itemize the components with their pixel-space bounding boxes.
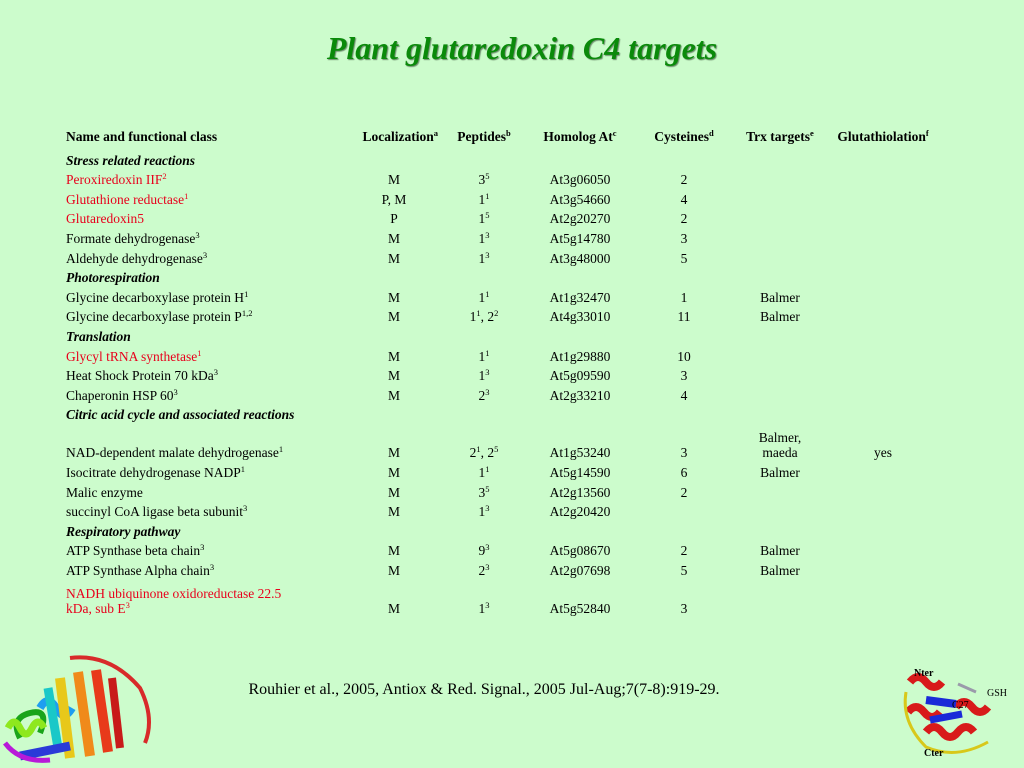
trx-targets-cell (734, 500, 826, 520)
homolog-cell: At5g09590 (549, 368, 611, 384)
glutathiolation-cell (826, 460, 940, 480)
glutathiolation-cell (826, 578, 940, 616)
slide-title: Plant glutaredoxin C4 targets (326, 30, 718, 66)
section-label: Citric acid cycle and associated reactions (66, 407, 295, 423)
table-row (62, 246, 940, 266)
table-row (62, 383, 940, 403)
peptides-cell: $1^3$ (478, 229, 490, 246)
header-name: Name and functional class (66, 128, 218, 144)
homolog-cell: At1g32470 (549, 289, 611, 305)
section-header-stress (62, 148, 940, 168)
localization-cell: P, M (381, 191, 407, 207)
localization-cell: M (387, 464, 400, 480)
nter-label: Nter (914, 668, 934, 679)
protein-name: ATP Synthase Alpha chain$^3$ (66, 561, 215, 578)
cysteines-cell (634, 500, 734, 520)
peptides-cell: $1^1$ (478, 288, 490, 305)
cter-label: Cter (924, 748, 944, 759)
peptides-cell: $1^1$ (478, 190, 490, 207)
protein-name: NAD-dependent malate dehydrogenase$^1$ (66, 444, 284, 461)
glutathiolation-cell (826, 207, 940, 227)
localization-cell: M (387, 600, 400, 616)
table-row (62, 285, 940, 305)
trx-targets-cell (734, 344, 826, 364)
targets-table (62, 124, 940, 616)
glutathiolation-cell (826, 168, 940, 188)
homolog-cell: At5g14590 (549, 464, 611, 480)
homolog-cell: At2g20420 (549, 504, 611, 520)
localization-cell: M (387, 484, 400, 500)
localization-cell: M (387, 289, 400, 305)
table-row (62, 539, 940, 559)
table-row (62, 422, 940, 460)
protein-name: Glutathione reductase$^1$ (66, 190, 189, 207)
cysteines-cell: 3 (680, 368, 688, 384)
protein-structure-right-image (896, 662, 1016, 762)
protein-name: Chaperonin HSP $60^3$ (66, 386, 178, 403)
localization-cell: M (387, 172, 400, 188)
localization-cell: P (390, 211, 398, 227)
localization-cell: M (387, 230, 400, 246)
cysteines-cell: 5 (680, 250, 688, 266)
trx-targets-cell: Balmer (760, 464, 800, 480)
localization-cell: M (387, 562, 400, 578)
table-row (62, 364, 940, 384)
c27-label: C27 (952, 700, 969, 711)
peptides-cell: $1^3$ (478, 599, 490, 616)
header-trx-targets: Trx targets$^e$ (746, 127, 814, 144)
protein-name: succinyl CoA ligase beta subunit$^3$ (66, 503, 248, 520)
table-row (62, 226, 940, 246)
localization-cell: M (387, 504, 400, 520)
cysteines-cell: 4 (680, 191, 688, 207)
protein-name: Glycine decarboxylase protein $H^1$ (66, 288, 249, 305)
glutathiolation-cell (826, 539, 940, 559)
cysteines-cell: 2 (680, 172, 688, 188)
localization-cell: M (387, 387, 400, 403)
localization-cell: M (387, 250, 400, 266)
peptides-cell: $1^1$ (478, 463, 490, 480)
table-row (62, 187, 940, 207)
section-label: Respiratory pathway (66, 523, 181, 539)
trx-targets-cell: Balmer (760, 289, 800, 305)
trx-targets-cell (734, 207, 826, 227)
section-header-photo (62, 266, 940, 286)
homolog-cell: At2g33210 (549, 387, 611, 403)
peptides-cell: $1^1$ (478, 347, 490, 364)
glutathiolation-cell (826, 480, 940, 500)
protein-structure-left-image (0, 648, 160, 768)
table-row (62, 344, 940, 364)
table-row (62, 500, 940, 520)
glutathiolation-cell (826, 246, 940, 266)
cysteines-cell: 10 (677, 348, 691, 364)
cysteines-cell: 2 (680, 211, 688, 227)
section-label: Stress related reactions (66, 152, 196, 168)
glutathiolation-cell (826, 344, 940, 364)
cysteines-cell: 5 (680, 562, 688, 578)
homolog-cell: At3g06050 (549, 172, 611, 188)
header-glutathiolation: Glutathiolation$^f$ (837, 127, 929, 144)
glutathiolation-cell (826, 187, 940, 207)
protein-name: Heat Shock Protein 70 kDa$^3$ (66, 367, 218, 384)
protein-name: Glutaredoxin5 (66, 211, 144, 227)
protein-name: ATP Synthase beta chain$^3$ (66, 542, 205, 559)
trx-targets-cell (734, 246, 826, 266)
cysteines-cell: 3 (680, 230, 688, 246)
trx-targets-cell (734, 364, 826, 384)
peptides-cell: $1^3$ (478, 503, 490, 520)
trx-targets-cell: Balmer, maeda (758, 430, 802, 461)
table-row (62, 578, 940, 616)
peptides-cell: $9^3$ (478, 542, 490, 559)
cysteines-cell: 3 (680, 600, 688, 616)
table-row (62, 460, 940, 480)
trx-targets-cell: Balmer (760, 562, 800, 578)
citation: Rouhier et al., 2005, Antiox & Red. Signal., 2005 Jul-Aug;7(7-8):919-29. (248, 681, 720, 698)
glutathiolation-cell (826, 226, 940, 246)
table-row (62, 480, 940, 500)
glutathiolation-cell (826, 500, 940, 520)
protein-name: Formate dehydrogenase$^3$ (66, 229, 200, 246)
localization-cell: M (387, 348, 400, 364)
table-row (62, 207, 940, 227)
table-row (62, 558, 940, 578)
localization-cell: M (387, 543, 400, 559)
glutathiolation-cell (826, 364, 940, 384)
homolog-cell: At2g13560 (549, 484, 611, 500)
trx-targets-cell (734, 578, 826, 616)
trx-targets-cell (734, 383, 826, 403)
header-localization: Localization$^a$ (362, 127, 438, 144)
protein-name: Glycine decarboxylase protein P$^{1,2}$ (66, 308, 253, 325)
homolog-cell: At5g14780 (549, 230, 611, 246)
peptides-cell: $1^3$ (478, 249, 490, 266)
glutathiolation-cell: yes (874, 445, 892, 461)
section-label: Translation (66, 328, 131, 344)
homolog-cell: At2g20270 (549, 211, 611, 227)
cysteines-cell: 3 (680, 445, 688, 461)
cysteines-cell: 1 (680, 289, 688, 305)
localization-cell: M (387, 309, 400, 325)
localization-cell: M (387, 368, 400, 384)
trx-targets-cell: Balmer (760, 543, 800, 559)
homolog-cell: At2g07698 (549, 562, 611, 578)
homolog-cell: At5g08670 (549, 543, 611, 559)
homolog-cell: At1g53240 (549, 445, 611, 461)
protein-name: Glycyl tRNA synthetase$^1$ (66, 347, 202, 364)
protein-name: NADH ubiquinone oxidoreductase 22.5 kDa, sub $E^3$ (66, 585, 282, 616)
protein-name: Aldehyde dehydrogenase$^3$ (66, 249, 208, 266)
protein-name: Peroxiredoxin IIF$^2$ (66, 171, 167, 188)
trx-targets-cell: Balmer (760, 309, 800, 325)
homolog-cell: At5g52840 (549, 600, 611, 616)
trx-targets-cell (734, 226, 826, 246)
glutathiolation-cell (826, 285, 940, 305)
peptides-cell: $1^5$ (478, 210, 490, 227)
cysteines-cell: 6 (680, 464, 688, 480)
header-cysteines: Cysteines$^d$ (654, 127, 714, 144)
gsh-label: GSH (987, 688, 1008, 699)
section-label: Photorespiration (66, 270, 160, 286)
header-homolog: Homolog At$^c$ (543, 127, 617, 144)
header-peptides: Peptides$^b$ (457, 127, 511, 144)
cysteines-cell: 2 (680, 484, 688, 500)
peptides-cell: $1^3$ (478, 367, 490, 384)
glutathiolation-cell (826, 305, 940, 325)
section-header-translation (62, 324, 940, 344)
trx-targets-cell (734, 187, 826, 207)
peptides-cell: $2^1$, $2^5$ (469, 444, 499, 461)
section-header-resp (62, 519, 940, 539)
protein-name: Isocitrate dehydrogenase NADP$^1$ (66, 463, 245, 480)
homolog-cell: At3g54660 (549, 191, 611, 207)
peptides-cell: $2^3$ (478, 386, 490, 403)
protein-name: Malic enzyme (66, 484, 143, 500)
cysteines-cell: 2 (680, 543, 688, 559)
glutathiolation-cell (826, 558, 940, 578)
table-row (62, 305, 940, 325)
table-row (62, 168, 940, 188)
peptides-cell: $2^3$ (478, 561, 490, 578)
section-header-citric (62, 403, 940, 423)
header-row (62, 124, 940, 148)
cysteines-cell: 11 (677, 309, 691, 325)
homolog-cell: At1g29880 (549, 348, 611, 364)
trx-targets-cell (734, 480, 826, 500)
homolog-cell: At3g48000 (549, 250, 611, 266)
homolog-cell: At4g33010 (549, 309, 611, 325)
cysteines-cell: 4 (680, 387, 688, 403)
localization-cell: M (387, 445, 400, 461)
glutathiolation-cell (826, 383, 940, 403)
peptides-cell: $3^5$ (478, 171, 490, 188)
peptides-cell: $1^1$, $2^2$ (469, 308, 499, 325)
peptides-cell: $3^5$ (478, 483, 490, 500)
trx-targets-cell (734, 168, 826, 188)
